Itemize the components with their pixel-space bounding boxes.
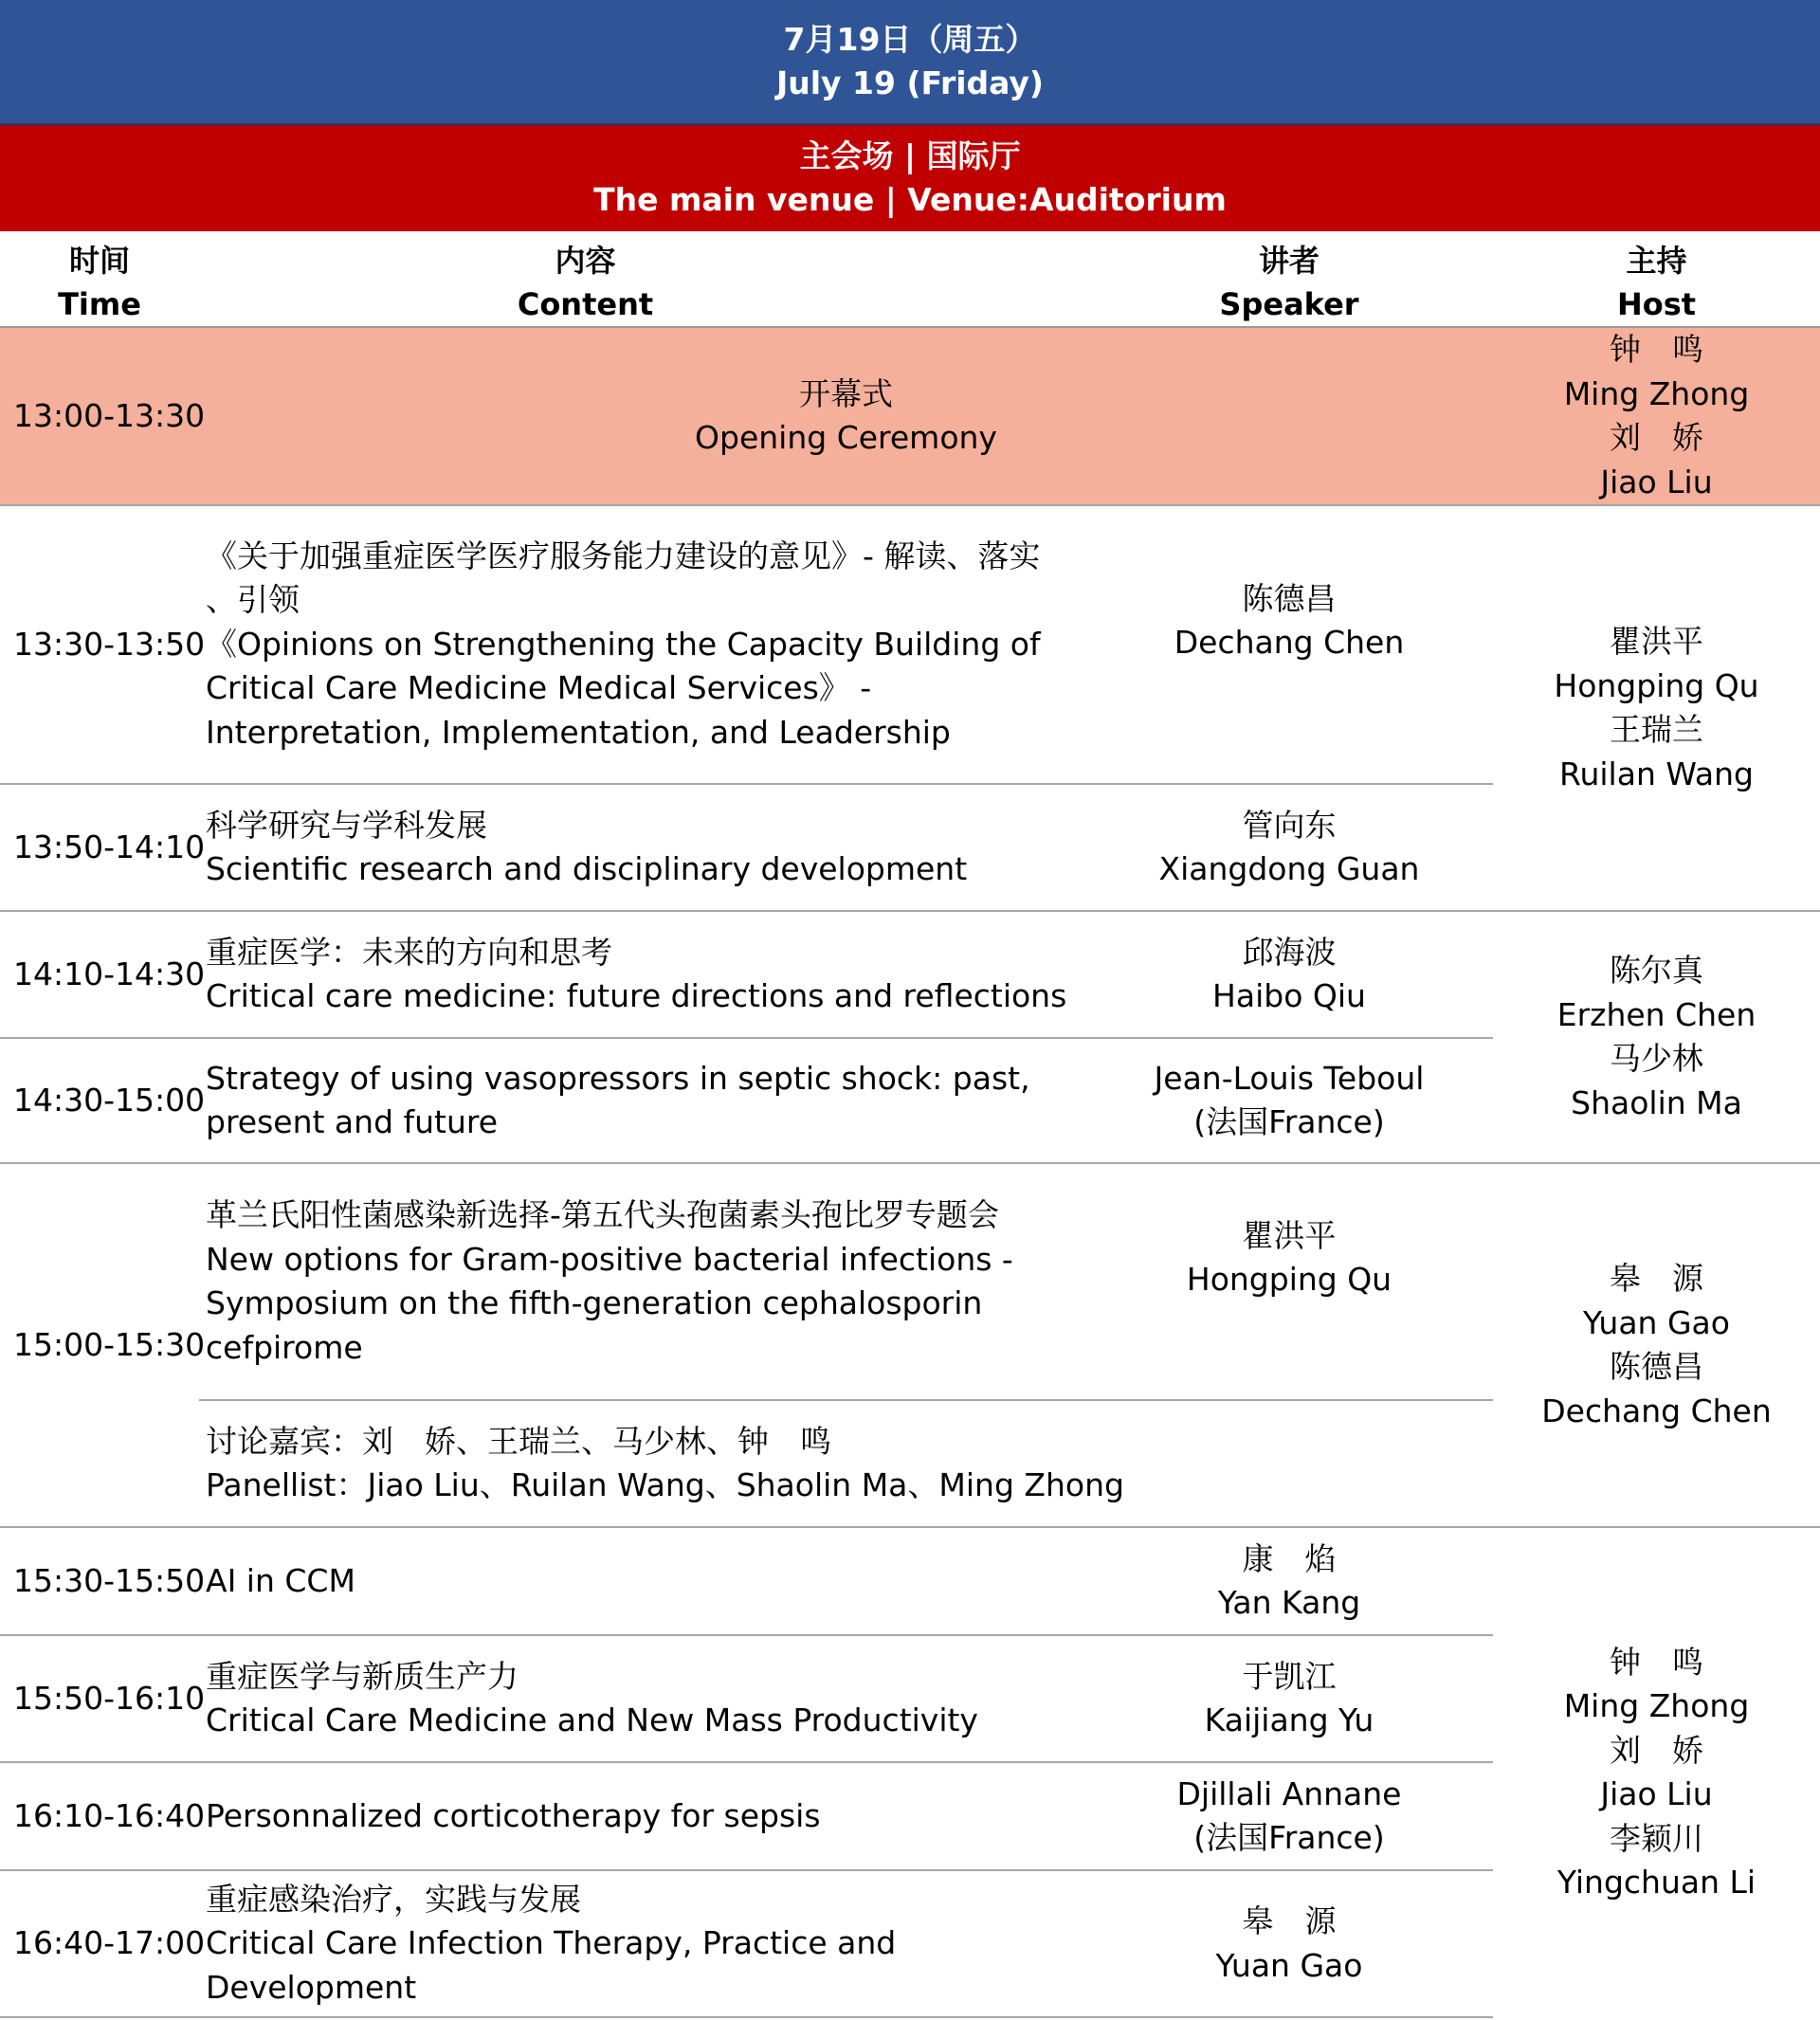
host-line: Shaolin Ma bbox=[1571, 1083, 1742, 1121]
header-content-speaker bbox=[199, 231, 1493, 327]
table-row bbox=[0, 1163, 1820, 1400]
row-inner bbox=[199, 1193, 1493, 1370]
speaker-line: 皋 源 bbox=[1242, 1902, 1337, 1939]
speaker-block bbox=[1085, 1878, 1493, 2011]
host-line: Yingchuan Li bbox=[1556, 1864, 1756, 1901]
header-host bbox=[1493, 231, 1820, 327]
header-speaker bbox=[1085, 239, 1493, 326]
content-speaker-cell bbox=[199, 1762, 1493, 1870]
content-line: Strategy of using vasopressors in septic shock: past, bbox=[206, 1059, 1030, 1097]
content-speaker-cell bbox=[199, 505, 1493, 784]
speaker-line: (法国France) bbox=[1193, 1819, 1385, 1856]
content-block bbox=[199, 804, 1085, 892]
host-cell bbox=[1493, 327, 1820, 505]
host-line: Jiao Liu bbox=[1600, 463, 1713, 500]
date-zh: 7月19日（周五） bbox=[783, 21, 1037, 58]
header-speaker-zh: 讲者 bbox=[1258, 243, 1320, 279]
content-line: Symposium on the fifth-generation cephalosporin bbox=[206, 1284, 983, 1321]
row-inner bbox=[199, 1420, 1493, 1508]
content-speaker-cell bbox=[199, 1163, 1493, 1400]
content-line: 开幕式 bbox=[799, 374, 893, 412]
host-line: Yuan Gao bbox=[1583, 1303, 1730, 1341]
content-line: Opening Ceremony bbox=[695, 419, 997, 456]
content-block bbox=[199, 1193, 1085, 1370]
host-line: Ming Zhong bbox=[1563, 1687, 1750, 1724]
row-inner bbox=[199, 1773, 1493, 1861]
host-line: Ruilan Wang bbox=[1559, 755, 1754, 792]
host-line: 钟 鸣 bbox=[1610, 1643, 1703, 1681]
host-line: 陈德昌 bbox=[1610, 1348, 1703, 1385]
content-block bbox=[199, 1057, 1085, 1145]
time-cell: 15:30-15:50 bbox=[0, 1527, 199, 1635]
content-line: present and future bbox=[206, 1103, 499, 1140]
speaker-line: Yan Kang bbox=[1217, 1584, 1361, 1621]
host-cell bbox=[1493, 1527, 1820, 2017]
speaker-line: 管向东 bbox=[1242, 806, 1337, 844]
content-block bbox=[199, 1538, 1085, 1626]
content-block bbox=[199, 1420, 1493, 1508]
content-speaker-cell bbox=[199, 1870, 1493, 2017]
speaker-block bbox=[1085, 1773, 1493, 1861]
speaker-line: 邱海波 bbox=[1242, 933, 1337, 971]
header-host-en: Host bbox=[1616, 286, 1697, 322]
host-line: Erzhen Chen bbox=[1556, 995, 1756, 1033]
speaker-block bbox=[1085, 535, 1493, 755]
content-line: 讨论嘉宾：刘 娇、王瑞兰、马少林、钟 鸣 bbox=[206, 1422, 831, 1460]
content-line: 革兰氏阳性菌感染新选择-第五代头孢菌素头孢比罗专题会 bbox=[206, 1196, 999, 1233]
content-line: 、引领 bbox=[206, 581, 300, 619]
content-speaker-cell bbox=[199, 1400, 1493, 1527]
header-time-zh: 时间 bbox=[68, 243, 130, 279]
speaker-line: Dechang Chen bbox=[1174, 624, 1405, 661]
header-row bbox=[0, 231, 1820, 327]
speaker-line: Yuan Gao bbox=[1215, 1946, 1363, 1984]
content-speaker-cell bbox=[199, 1038, 1493, 1163]
venue-zh: 主会场 | 国际厅 bbox=[799, 137, 1021, 174]
host-line: 皋 源 bbox=[1610, 1260, 1703, 1297]
speaker-line: 康 焰 bbox=[1242, 1539, 1337, 1577]
table-row bbox=[0, 505, 1820, 784]
speaker-block bbox=[1085, 931, 1493, 1019]
time-cell: 13:30-13:50 bbox=[0, 505, 199, 784]
content-speaker-cell bbox=[199, 1527, 1493, 1635]
table-row bbox=[0, 911, 1820, 1038]
speaker-block bbox=[1085, 1193, 1493, 1370]
time-cell: 15:00-15:30 bbox=[0, 1163, 199, 1527]
content-line: 《关于加强重症医学医疗服务能力建设的意见》- 解读、落实 bbox=[206, 537, 1041, 574]
content-line: Personnalized corticotherapy for sepsis bbox=[206, 1796, 821, 1834]
venue-en: The main venue | Venue:Auditorium bbox=[593, 181, 1227, 218]
header-content-zh: 内容 bbox=[555, 243, 616, 279]
header-content bbox=[199, 239, 1085, 326]
content-line: cefpirome bbox=[206, 1328, 363, 1366]
speaker-block bbox=[1085, 1057, 1493, 1145]
host-line: 马少林 bbox=[1610, 1040, 1703, 1077]
host-line: Dechang Chen bbox=[1541, 1392, 1772, 1429]
content-speaker-cell bbox=[199, 784, 1493, 911]
time-cell: 14:30-15:00 bbox=[0, 1038, 199, 1163]
row-inner bbox=[199, 1878, 1493, 2011]
row-inner bbox=[199, 1057, 1493, 1145]
host-line: 陈尔真 bbox=[1610, 952, 1703, 989]
content-line: Critical Care Infection Therapy, Practice and bbox=[206, 1924, 897, 1962]
content-block bbox=[199, 1773, 1085, 1861]
speaker-line: Djillali Annane bbox=[1176, 1774, 1402, 1812]
host-line: Jiao Liu bbox=[1600, 1775, 1713, 1812]
content-block bbox=[199, 1878, 1085, 2011]
content-line: Critical care medicine: future directions and reflections bbox=[206, 977, 1067, 1014]
host-line: 刘 娇 bbox=[1610, 1731, 1703, 1769]
row-inner bbox=[199, 1538, 1493, 1626]
header-content-en: Content bbox=[517, 286, 654, 322]
content-line: 重症医学：未来的方向和思考 bbox=[206, 933, 612, 971]
header-speaker-en: Speaker bbox=[1219, 286, 1359, 322]
content-line: AI in CCM bbox=[206, 1561, 355, 1599]
content-block bbox=[199, 1655, 1085, 1743]
speaker-line: 瞿洪平 bbox=[1242, 1216, 1337, 1254]
header-inner bbox=[199, 239, 1493, 326]
date-banner bbox=[0, 0, 1820, 125]
content-line: Critical Care Medicine and New Mass Productivity bbox=[206, 1702, 978, 1738]
header-time bbox=[0, 231, 199, 327]
table-row bbox=[0, 1527, 1820, 1635]
table-row bbox=[0, 327, 1820, 505]
speaker-line: Haibo Qiu bbox=[1212, 977, 1366, 1014]
time-cell: 13:00-13:30 bbox=[0, 327, 199, 505]
speaker-line: 于凯江 bbox=[1242, 1657, 1337, 1695]
time-cell: 14:10-14:30 bbox=[0, 911, 199, 1038]
content-block bbox=[199, 535, 1085, 755]
time-cell: 15:50-16:10 bbox=[0, 1635, 199, 1762]
row-inner bbox=[199, 535, 1493, 755]
host-line: 李颖川 bbox=[1610, 1819, 1703, 1857]
header-time-en: Time bbox=[58, 286, 141, 322]
host-cell bbox=[1493, 1163, 1820, 1527]
time-cell: 16:40-17:00 bbox=[0, 1870, 199, 2017]
content-block bbox=[199, 931, 1085, 1019]
content-line: Panellist：Jiao Liu、Ruilan Wang、Shaolin Ma、Ming Zhong bbox=[206, 1466, 1124, 1503]
row-inner bbox=[199, 1655, 1493, 1743]
venue-banner bbox=[0, 125, 1820, 231]
row-inner bbox=[199, 931, 1493, 1019]
date-en: July 19 (Friday) bbox=[775, 64, 1045, 101]
host-line: 瞿洪平 bbox=[1610, 623, 1703, 660]
host-line: Ming Zhong bbox=[1563, 374, 1750, 412]
speaker-line: Hongping Qu bbox=[1186, 1261, 1392, 1298]
content-line: 重症感染治疗，实践与发展 bbox=[206, 1880, 581, 1918]
speaker-line: Jean-Louis Teboul bbox=[1154, 1059, 1425, 1097]
time-cell: 13:50-14:10 bbox=[0, 784, 199, 911]
content-line: New options for Gram-positive bacterial infections - bbox=[206, 1240, 1013, 1278]
content-line: Critical Care Medicine Medical Services》 - bbox=[206, 669, 872, 707]
content-cell bbox=[199, 327, 1493, 505]
content-line: Interpretation, Implementation, and Leadership bbox=[206, 713, 951, 751]
speaker-line: (法国France) bbox=[1193, 1103, 1385, 1140]
speaker-block bbox=[1085, 1538, 1493, 1626]
host-line: 王瑞兰 bbox=[1610, 711, 1703, 748]
content-line: 《Opinions on Strengthening the Capacity Building of bbox=[206, 625, 1041, 663]
content-line: Development bbox=[206, 1968, 417, 2006]
content-line: Scientific research and disciplinary development bbox=[206, 850, 968, 887]
speaker-line: Xiangdong Guan bbox=[1158, 850, 1420, 887]
speaker-line: Kaijiang Yu bbox=[1204, 1702, 1374, 1738]
speaker-line: 陈德昌 bbox=[1242, 579, 1337, 617]
speaker-block bbox=[1085, 804, 1493, 892]
header-host-zh: 主持 bbox=[1626, 243, 1687, 279]
row-inner bbox=[199, 804, 1493, 892]
time-cell: 16:10-16:40 bbox=[0, 1762, 199, 1870]
content-line: 科学研究与学科发展 bbox=[206, 806, 487, 844]
host-cell bbox=[1493, 505, 1820, 911]
host-line: 刘 娇 bbox=[1610, 419, 1703, 456]
host-cell bbox=[1493, 911, 1820, 1163]
host-line: Hongping Qu bbox=[1554, 666, 1759, 704]
content-speaker-cell bbox=[199, 911, 1493, 1038]
speaker-block bbox=[1085, 1655, 1493, 1743]
content-speaker-cell bbox=[199, 1635, 1493, 1762]
schedule-table bbox=[0, 231, 1820, 2018]
host-line: 钟 鸣 bbox=[1610, 331, 1703, 368]
content-line: 重症医学与新质生产力 bbox=[206, 1657, 519, 1695]
